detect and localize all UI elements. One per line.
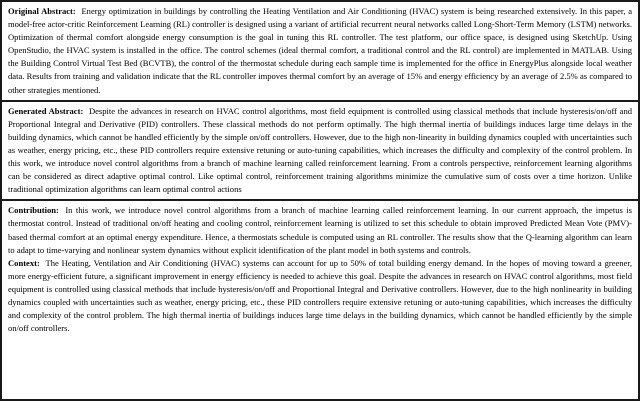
- label-generated-abstract: Generated Abstract:: [8, 105, 84, 116]
- text-generated-abstract: Despite the advances in research on HVAC control algorithms, most field equipment is controlled using classical methods that include hysteresis/on/off and Proportional Integral and Derivative (PID) controllers. These classical methods do not perform optimally. The high thermal inertia of buildings induces large time delays in the building dynamics, which cannot be handled efficiently by the simple on/off controllers. However, due to the high non-linearity in building dynamics coupled with uncertainties such as weather, energy pricing, etc., these PID controllers require extensive retuning or auto-tuning capabilities, which increases the difficulty and complexity of the control problem. In this work, we introduce novel control algorithms from a branch of machine learning called reinforcement learning. From a controls perspective, reinforcement learning algorithms can be considered as direct adaptive optimal control. Like optimal control, reinforcement training algorithms minimize the cumulative sum of costs over a time horizon. Unlike traditional optimization algorithms can learn optimal control actions: [8, 105, 633, 195]
- paragraph-original-abstract: [8, 5, 632, 97]
- label-context: Context:: [8, 257, 40, 268]
- section-original-abstract: [2, 2, 638, 100]
- section-contribution-context: [2, 201, 638, 338]
- text-original-abstract: Energy optimization in buildings by controlling the Heating Ventilation and Air Conditioning (HVAC) system is being researched extensively. In this paper, a model-free actor-critic Reinforcement Learning (RL) controller is designed using a variant of artificial recurrent neural networks called Long-Short-Term Memory (LSTM) networks. Optimization of thermal comfort alongside energy consumption is the goal in tuning this RL controller. The test platform, our office space, is designed using SketchUp. Using OpenStudio, the HVAC system is installed in the office. The control schemes (ideal thermal comfort, a traditional control and the RL control) are implemented in MATLAB. Using the Building Control Virtual Test Bed (BCVTB), the control of the thermostat schedule during each sample time is implemented for the office in EnergyPlus alongside local weather data. Results from training and validation indicate that the RL controller impoves thermal comfort by an average of 15% and energy efficiency by an average of 2.5% as compared to other strategies mentioned.: [8, 6, 632, 95]
- paragraph-generated-abstract: [8, 105, 632, 197]
- text-contribution: In this work, we introduce novel control algorithms from a branch of machine learning called reinforcement learning. In our current approach, the impetus is thermostat control. Instead of traditional on/off heating and cooling control, reinforcement learning is utilized to set this schedule to obtain improved Predicted Mean Vote (PMV)-based thermal comfort at an optimal energy expenditure. Hence, a thermostats schedule is computed using an RL controller. The results show that the Q-learning algorithm can learn to adapt to time-varying and nonlinear system dynamics without explicit identification of the plant model in both systems and controls.: [8, 205, 633, 255]
- label-contribution: Contribution:: [8, 205, 59, 216]
- section-generated-abstract: [2, 102, 638, 200]
- text-context: The Heating, Ventilation and Air Conditioning (HVAC) systems can account for up to 50% of total building energy demand. In the hopes of moving toward a greener, more energy-efficient future, a significant improvement in energy efficiency is needed to achieve this goal. Despite the advances in research on HVAC control algorithms, most field equipment is controlled using classical methods that include hysteresis/on/off and Proportional Integral and Derivative controllers. However, due to the high nonlinearity in building dynamics coupled with uncertainties such as weather, energy pricing, etc., these PID controllers require extensive retuning or auto-tuning capabilities, which increases the difficulty and complexity of the control problem. The high thermal inertia of buildings induces large time delays in the building dynamics, which cannot be handled efficiently by the simple on/off controllers.: [8, 257, 632, 334]
- paragraph-contribution: [8, 204, 632, 256]
- label-original-abstract: Original Abstract:: [8, 6, 76, 16]
- paragraph-context: [8, 257, 632, 336]
- table-body: [2, 2, 638, 399]
